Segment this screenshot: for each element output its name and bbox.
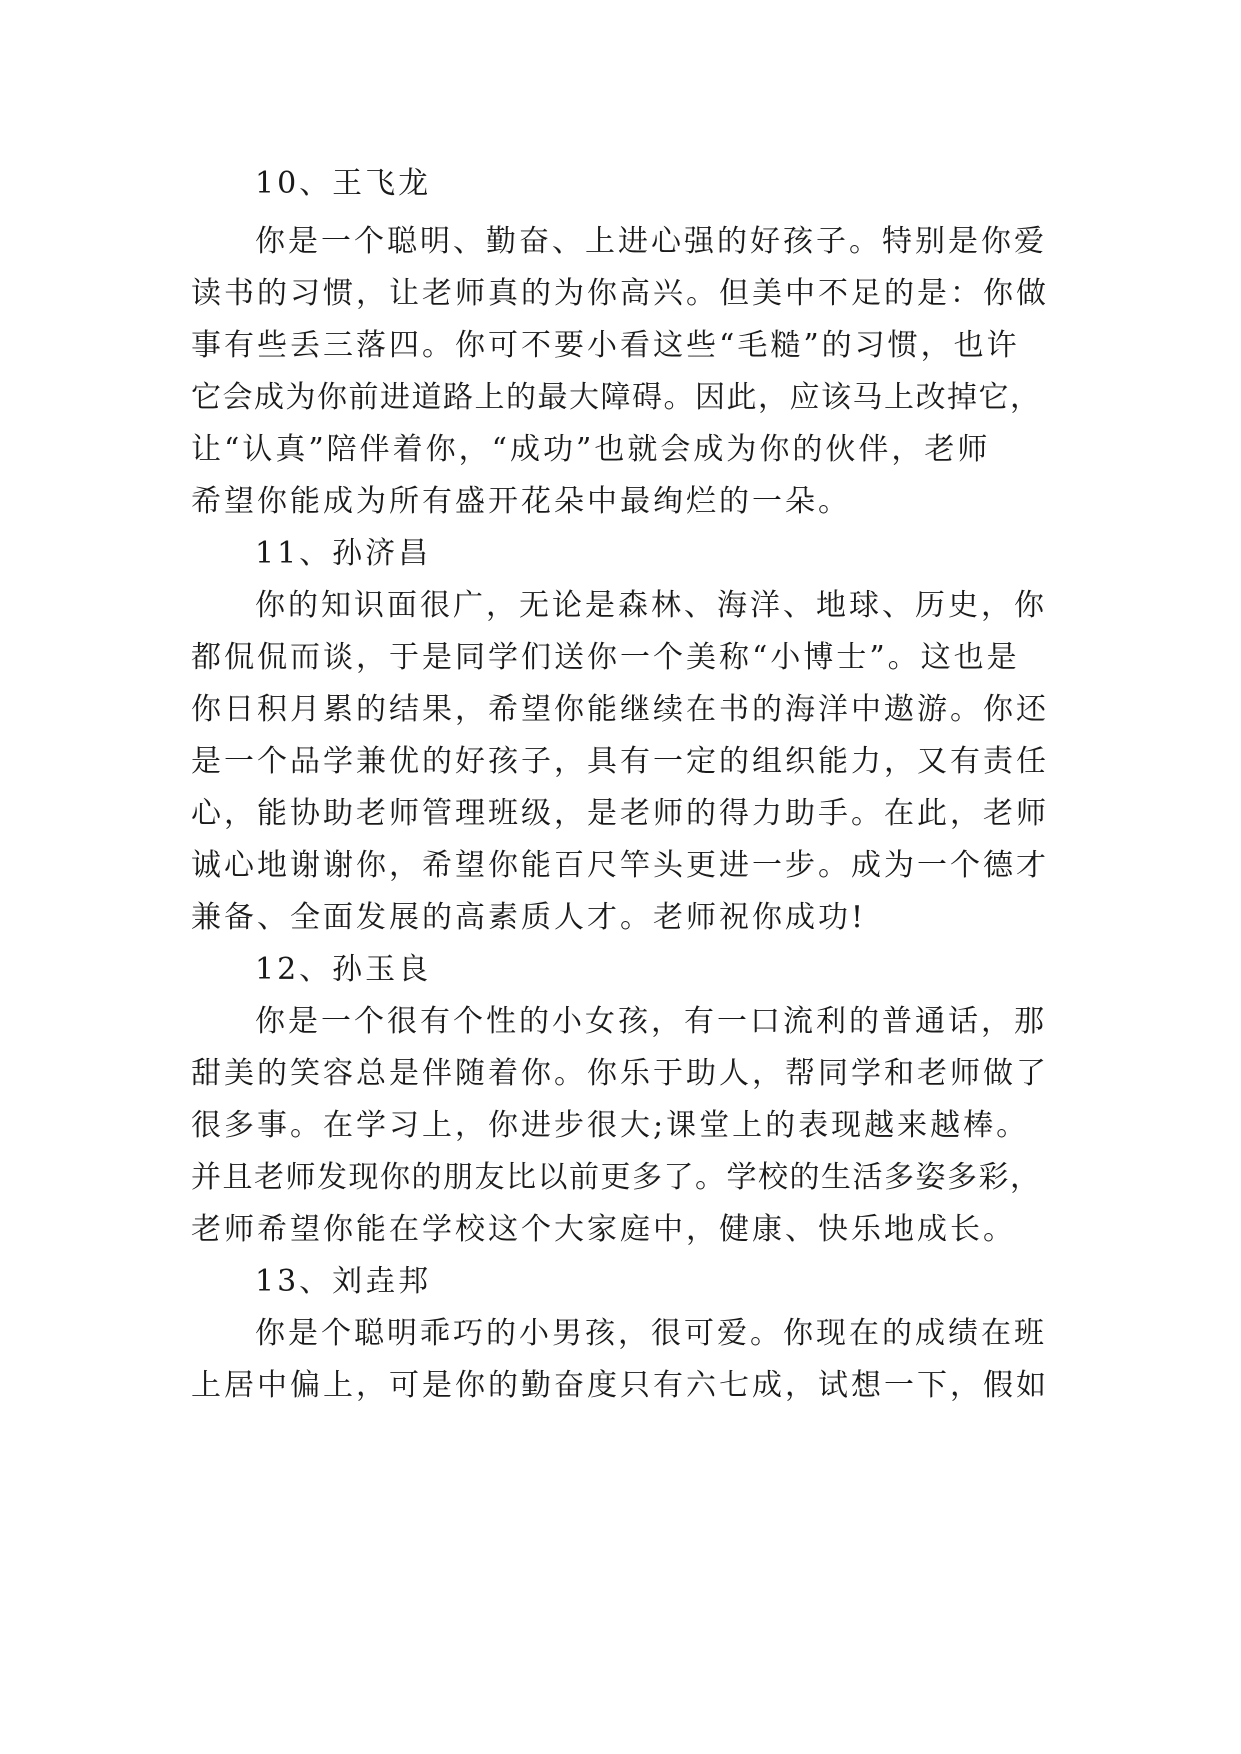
comment-line: 你是一个很有个性的小女孩，有一口流利的普通话，那 (255, 1004, 1047, 1039)
comment-line: 它会成为你前进道路上的最大障碍。因此，应该马上改掉它， (191, 380, 1042, 415)
comment-line: 你日积月累的结果，希望你能继续在书的海洋中遨游。你还 (191, 692, 1049, 727)
comment-line: 读书的习惯，让老师真的为你高兴。但美中不足的是：你做 (191, 276, 1049, 311)
comment-line: 你是个聪明乖巧的小男孩，很可爱。你现在的成绩在班 (255, 1316, 1047, 1351)
comment-line: 你是一个聪明、勤奋、上进心强的好孩子。特别是你爱 (255, 224, 1047, 259)
comment-line: 心，能协助老师管理班级，是老师的得力助手。在此，老师 (191, 796, 1049, 831)
comment-line: 你的知识面很广，无论是森林、海洋、地球、历史，你 (255, 588, 1047, 623)
comment-line: 上居中偏上，可是你的勤奋度只有六七成，试想一下，假如 (191, 1368, 1049, 1403)
comment-line: 诚心地谢谢你，希望你能百尺竿头更进一步。成为一个德才 (191, 848, 1049, 883)
comment-line: 希望你能成为所有盛开花朵中最绚烂的一朵。 (191, 484, 851, 519)
student-heading: 12、孙玉良 (255, 952, 432, 987)
comment-line: 让“认真”陪伴着你，“成功”也就会成为你的伙伴，老师 (191, 432, 991, 467)
comment-line: 事有些丢三落四。你可不要小看这些“毛糙”的习惯，也许 (191, 328, 1020, 363)
comment-line: 都侃侃而谈，于是同学们送你一个美称“小博士”。这也是 (191, 640, 1020, 675)
comment-line: 老师希望你能在学校这个大家庭中，健康、快乐地成长。 (191, 1212, 1016, 1247)
student-heading: 11、孙济昌 (255, 536, 432, 571)
comment-line: 甜美的笑容总是伴随着你。你乐于助人，帮同学和老师做了 (191, 1056, 1049, 1091)
comment-line: 很多事。在学习上，你进步很大;课堂上的表现越来越棒。 (191, 1108, 1030, 1143)
comment-line: 是一个品学兼优的好孩子，具有一定的组织能力，又有责任 (191, 744, 1049, 779)
comment-line: 兼备、全面发展的高素质人才。老师祝你成功! (191, 900, 867, 935)
comment-line: 并且老师发现你的朋友比以前更多了。学校的生活多姿多彩， (191, 1160, 1042, 1195)
student-heading: 10、王飞龙 (255, 166, 432, 201)
student-heading: 13、刘垚邦 (255, 1264, 432, 1299)
